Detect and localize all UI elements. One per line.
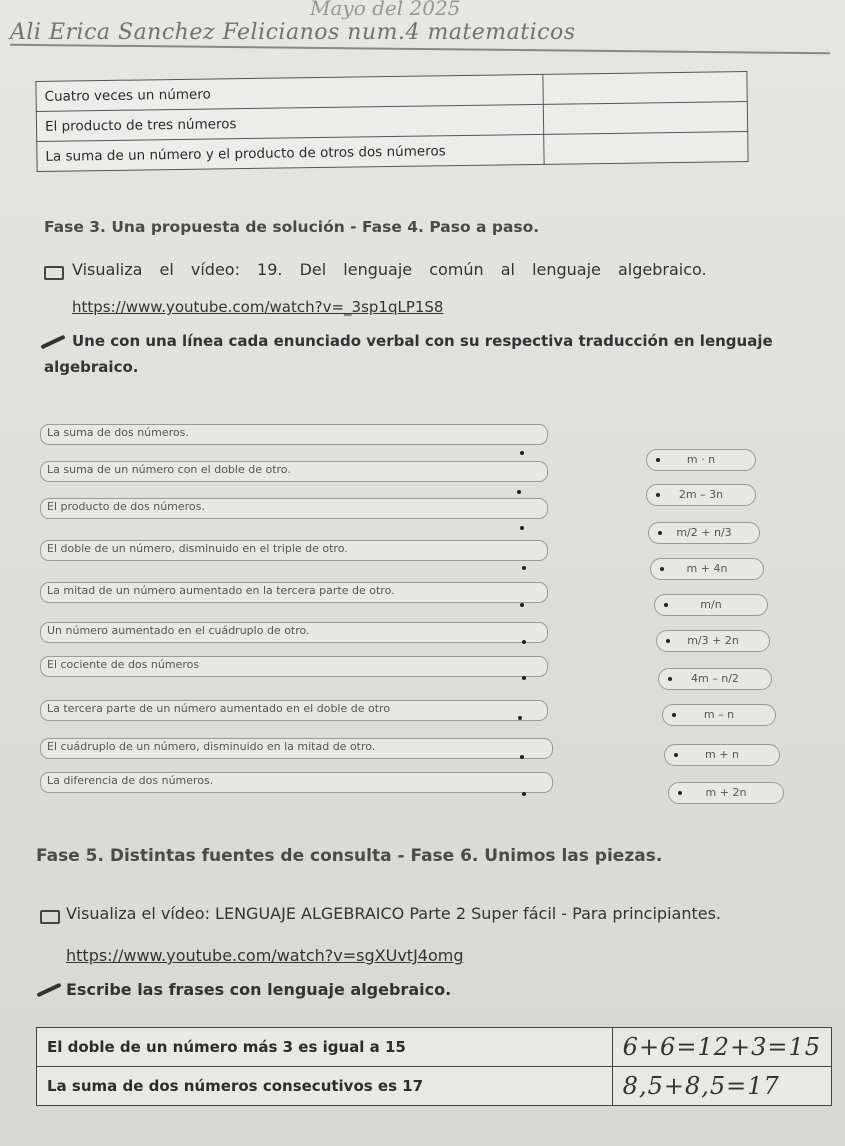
right-dot[interactable] — [658, 531, 662, 535]
fase5-title: Fase 5. Distintas fuentes de consulta - Fase 6. Unimos las piezas. — [36, 846, 663, 866]
top-table — [35, 71, 748, 172]
handwritten-header — [10, 0, 830, 60]
table-cell: El doble de un número más 3 es igual a 15 — [37, 1028, 613, 1067]
fase3-instruction-line1: Une con una línea cada enunciado verbal con su respectiva traducción en lenguaje — [72, 332, 773, 350]
left-dot[interactable] — [522, 676, 526, 680]
table-cell: La suma de un número y el producto de otros dos números — [37, 134, 544, 171]
handwritten-date: Mayo del 2025 — [310, 0, 461, 20]
left-dot[interactable] — [522, 640, 526, 644]
monitor-icon — [44, 266, 64, 280]
fase5-instruction: Escribe las frases con lenguaje algebraico. — [66, 980, 452, 999]
left-statement-5: La mitad de un número aumentado en la tercera parte de otro. — [40, 582, 548, 603]
left-dot[interactable] — [518, 716, 522, 720]
right-dot[interactable] — [672, 713, 676, 717]
monitor-icon — [40, 910, 60, 924]
fase5-video-text: Visualiza el vídeo: LENGUAJE ALGEBRAICO Parte 2 Super fácil - Para principiantes. — [66, 904, 722, 923]
answer-cell[interactable]: 8,5+8,5=17 — [612, 1067, 831, 1106]
fase3-video-link[interactable]: https://www.youtube.com/watch?v=_3sp1qLP1S8 — [72, 298, 444, 316]
right-expression-3: m/2 + n/3 — [648, 522, 760, 544]
right-expression-7: 4m – n/2 — [658, 668, 772, 690]
left-statement-3: El producto de dos números. — [40, 498, 548, 519]
right-expression-8: m – n — [662, 704, 776, 726]
left-dot[interactable] — [520, 603, 524, 607]
right-dot[interactable] — [666, 639, 670, 643]
left-statement-6: Un número aumentado en el cuádruplo de otro. — [40, 622, 548, 643]
handwritten-name: Ali Erica Sanchez Felicianos num.4 matematicos — [10, 20, 576, 45]
right-dot[interactable] — [656, 493, 660, 497]
left-dot[interactable] — [522, 792, 526, 796]
pencil-icon — [36, 983, 61, 998]
table-row — [37, 1028, 832, 1067]
table-cell: Cuatro veces un número — [36, 74, 543, 111]
left-statement-1: La suma de dos números. — [40, 424, 548, 445]
answer-cell[interactable]: 6+6=12+3=15 — [612, 1028, 831, 1067]
table-cell — [544, 132, 748, 165]
left-dot[interactable] — [520, 526, 524, 530]
right-expression-9: m + n — [664, 744, 780, 766]
right-dot[interactable] — [668, 677, 672, 681]
left-statement-4: El doble de un número, disminuido en el triple de otro. — [40, 540, 548, 561]
left-dot[interactable] — [520, 451, 524, 455]
right-expression-6: m/3 + 2n — [656, 630, 770, 652]
left-dot[interactable] — [522, 566, 526, 570]
header-underline — [10, 44, 830, 55]
left-dot[interactable] — [517, 490, 521, 494]
right-dot[interactable] — [664, 603, 668, 607]
fase5-video-link[interactable]: https://www.youtube.com/watch?v=sgXUvtJ4omg — [66, 946, 464, 965]
table-cell: El producto de tres números — [36, 104, 543, 141]
left-statement-8: La tercera parte de un número aumentado en el doble de otro — [40, 700, 548, 721]
right-dot[interactable] — [678, 791, 682, 795]
table-cell — [543, 102, 747, 135]
left-statement-7: El cociente de dos números — [40, 656, 548, 677]
right-expression-4: m + 4n — [650, 558, 764, 580]
right-expression-10: m + 2n — [668, 782, 784, 804]
right-expression-1: m · n — [646, 449, 756, 471]
pencil-icon — [40, 335, 65, 350]
table-cell — [543, 72, 747, 105]
right-expression-5: m/n — [654, 594, 768, 616]
fase3-instruction-line2: algebraico. — [44, 358, 139, 376]
left-dot[interactable] — [520, 755, 524, 759]
right-dot[interactable] — [674, 753, 678, 757]
right-dot[interactable] — [660, 567, 664, 571]
table-row — [37, 1067, 832, 1106]
fase3-video-text: Visualiza el vídeo: 19. Del lenguaje común al lenguaje algebraico. — [72, 260, 707, 279]
left-statement-2: La suma de un número con el doble de otro. — [40, 461, 548, 482]
left-statement-9: El cuádruplo de un número, disminuido en la mitad de otro. — [40, 738, 553, 759]
bottom-table — [36, 1027, 832, 1106]
left-statement-10: La diferencia de dos números. — [40, 772, 553, 793]
fase3-title: Fase 3. Una propuesta de solución - Fase 4. Paso a paso. — [44, 218, 540, 236]
right-dot[interactable] — [656, 458, 660, 462]
table-cell: La suma de dos números consecutivos es 17 — [37, 1067, 613, 1106]
right-expression-2: 2m – 3n — [646, 484, 756, 506]
